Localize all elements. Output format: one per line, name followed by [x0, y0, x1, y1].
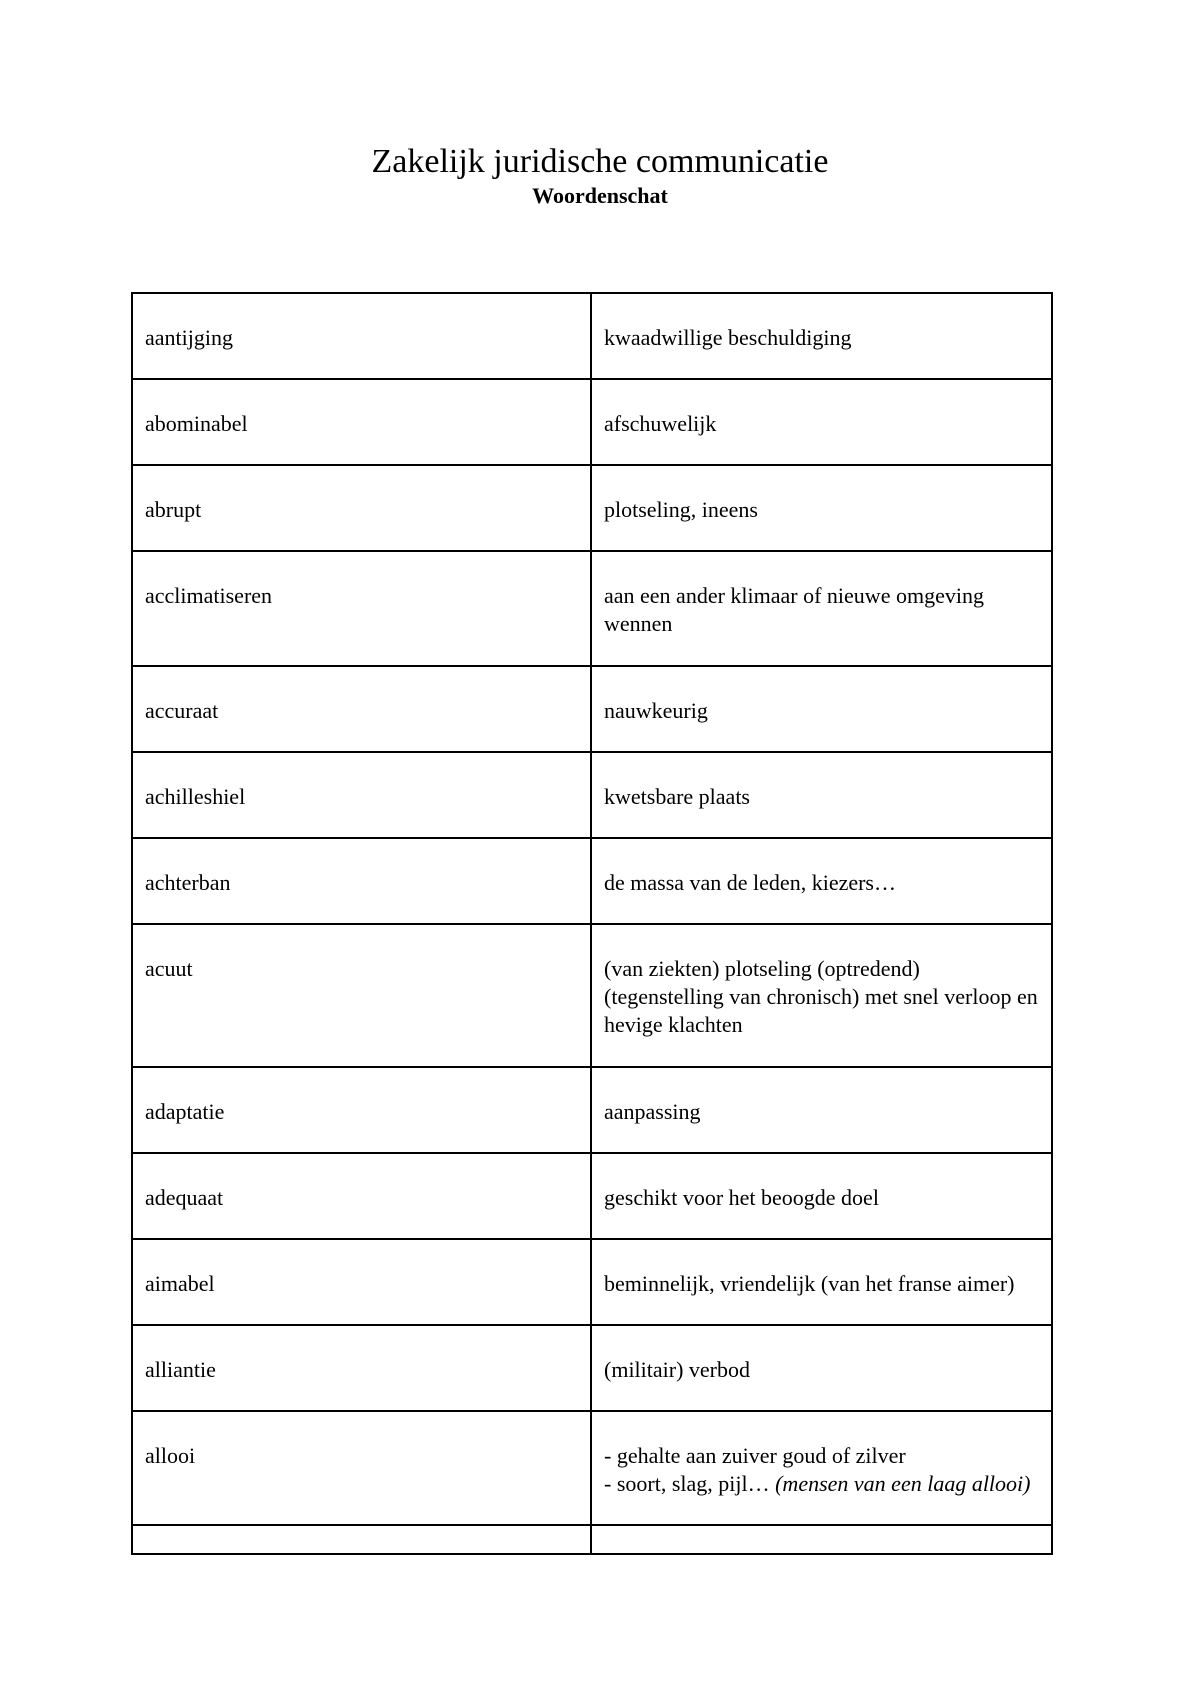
table-row	[132, 379, 1052, 465]
table-row	[132, 1239, 1052, 1325]
definition-cell: (militair) verbod	[591, 1325, 1052, 1411]
definition-cell: kwetsbare plaats	[591, 752, 1052, 838]
vocabulary-table	[131, 292, 1053, 1555]
table-row	[132, 666, 1052, 752]
definition-cell: afschuwelijk	[591, 379, 1052, 465]
table-row	[132, 1325, 1052, 1411]
table-row	[132, 465, 1052, 551]
definition-text: - soort, slag, pijl…	[604, 1471, 770, 1496]
definition-cell: (van ziekten) plotseling (optredend) (tegenstelling van chronisch) met snel verloop en hevige klachten	[591, 924, 1052, 1067]
term-cell: accuraat	[132, 666, 591, 752]
table-row-empty	[132, 1525, 1052, 1554]
table-row	[132, 752, 1052, 838]
usage-example: (mensen van een laag allooi)	[775, 1471, 1031, 1496]
definition-cell: beminnelijk, vriendelijk (van het franse aimer)	[591, 1239, 1052, 1325]
term-cell: acuut	[132, 924, 591, 1067]
definition-line	[604, 1470, 1039, 1498]
table-row	[132, 293, 1052, 379]
term-cell: alliantie	[132, 1325, 591, 1411]
definition-cell: aanpassing	[591, 1067, 1052, 1153]
term-cell: adequaat	[132, 1153, 591, 1239]
table-row	[132, 924, 1052, 1067]
definition-line: - gehalte aan zuiver goud of zilver	[604, 1443, 906, 1468]
term-cell: acclimatiseren	[132, 551, 591, 666]
term-cell: abominabel	[132, 379, 591, 465]
definition-cell: plotseling, ineens	[591, 465, 1052, 551]
table-row	[132, 838, 1052, 924]
term-cell: aantijging	[132, 293, 591, 379]
term-cell: allooi	[132, 1411, 591, 1525]
table-row	[132, 1411, 1052, 1525]
table-row	[132, 1153, 1052, 1239]
definition-cell: de massa van de leden, kiezers…	[591, 838, 1052, 924]
definition-cell: geschikt voor het beoogde doel	[591, 1153, 1052, 1239]
empty-cell	[591, 1525, 1052, 1554]
empty-cell	[132, 1525, 591, 1554]
definition-cell: kwaadwillige beschuldiging	[591, 293, 1052, 379]
document-header	[0, 142, 1200, 210]
page-title: Zakelijk juridische communicatie	[371, 143, 829, 180]
table-row	[132, 551, 1052, 666]
page-subtitle: Woordenschat	[532, 183, 668, 208]
definition-cell: nauwkeurig	[591, 666, 1052, 752]
definition-cell: aan een ander klimaar of nieuwe omgeving wennen	[591, 551, 1052, 666]
table-row	[132, 1067, 1052, 1153]
term-cell: adaptatie	[132, 1067, 591, 1153]
term-cell: achilleshiel	[132, 752, 591, 838]
definition-cell	[591, 1411, 1052, 1525]
term-cell: aimabel	[132, 1239, 591, 1325]
term-cell: abrupt	[132, 465, 591, 551]
term-cell: achterban	[132, 838, 591, 924]
